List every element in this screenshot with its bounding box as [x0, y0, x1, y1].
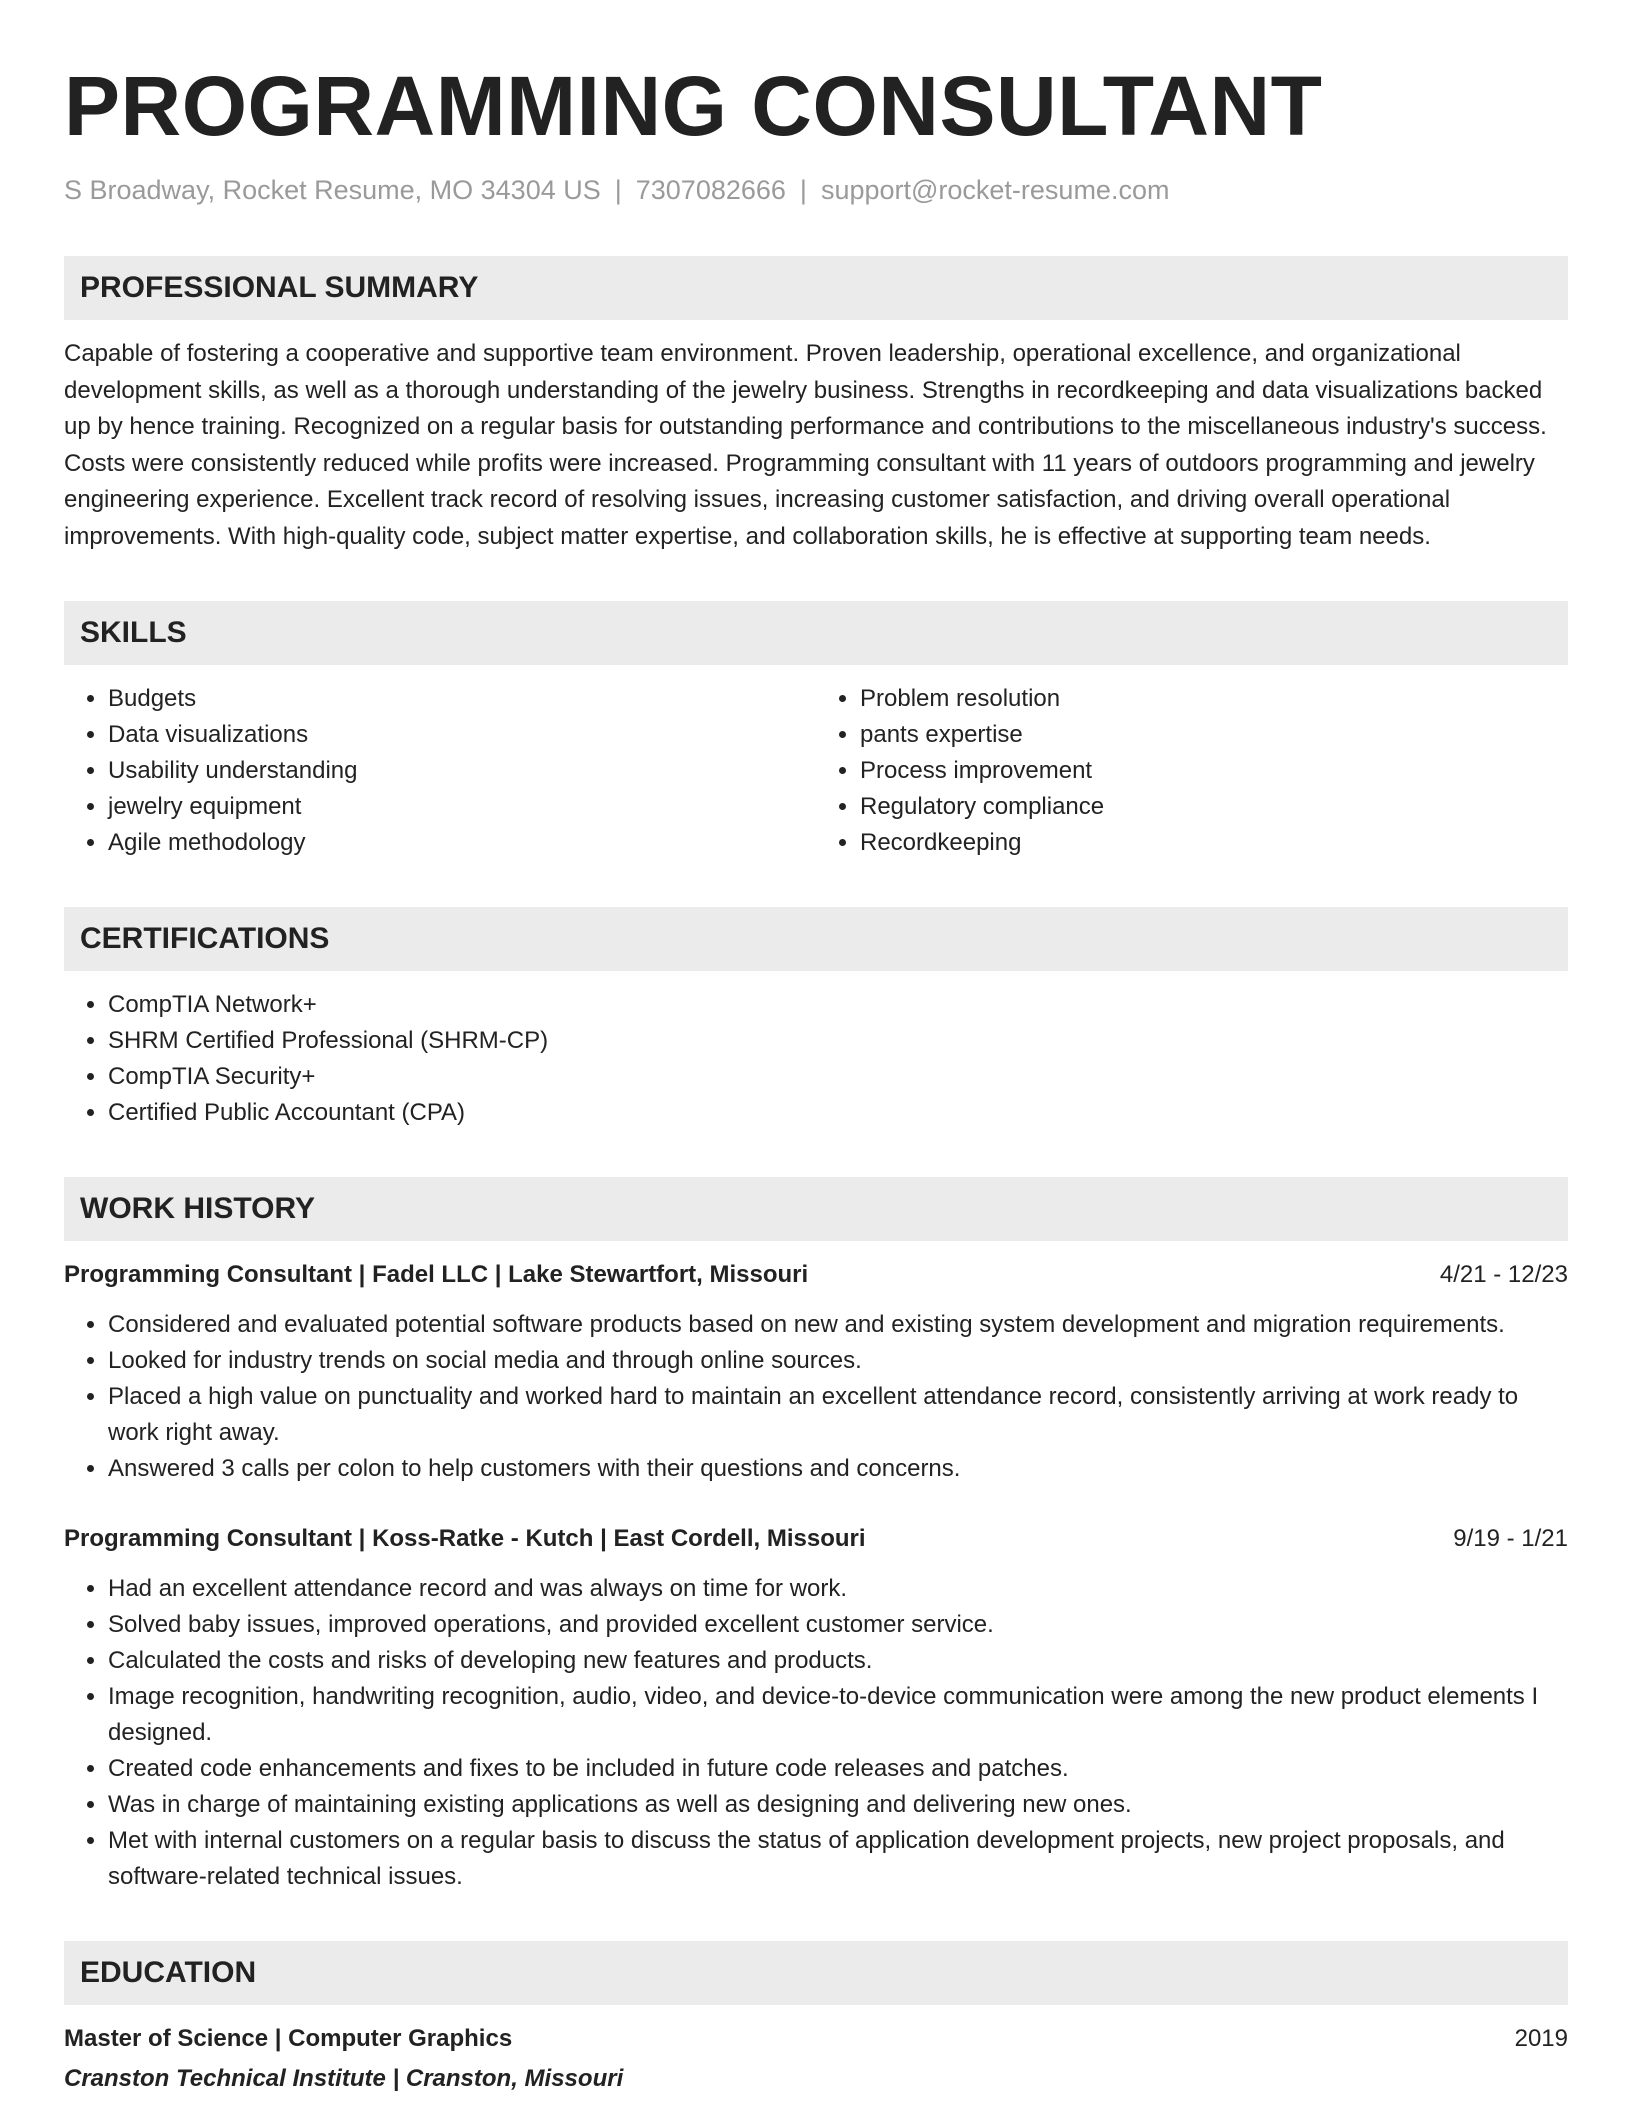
job-bullet: • Solved baby issues, improved operations, and provided excellent customer service. [108, 1607, 1568, 1643]
education-school: Cranston Technical Institute | Cranston, Missouri [64, 2065, 624, 2092]
skill-item: • pants expertise [860, 717, 1568, 753]
skill-item: • jewelry equipment [108, 789, 816, 825]
certification-item: • SHRM Certified Professional (SHRM-CP) [108, 1023, 1568, 1059]
job-bullet: • Answered 3 calls per colon to help customers with their questions and concerns. [108, 1451, 1568, 1487]
skill-item: • Process improvement [860, 753, 1568, 789]
job-heading: Programming Consultant | Fadel LLC | Lake Stewartfort, Missouri [64, 1261, 809, 1288]
skill-item: • Budgets [108, 681, 816, 717]
job-heading: Programming Consultant | Koss-Ratke - Kutch | East Cordell, Missouri [64, 1525, 866, 1552]
job-header [64, 1257, 1568, 1293]
certification-item: • Certified Public Accountant (CPA) [108, 1095, 1568, 1131]
job-bullet: • Considered and evaluated potential software products based on new and existing system development and migration requirements. [108, 1307, 1568, 1343]
skill-item: • Usability understanding [108, 753, 816, 789]
job-dates: 9/19 - 1/21 [1453, 1525, 1568, 1552]
job-bullet: • Calculated the costs and risks of developing new features and products. [108, 1643, 1568, 1679]
job-bullet: • Created code enhancements and fixes to be included in future code releases and patches. [108, 1751, 1568, 1787]
job-bullet: • Was in charge of maintaining existing applications as well as designing and delivering new ones. [108, 1787, 1568, 1823]
candidate-name: PROGRAMMING CONSULTANT [64, 59, 1323, 153]
job-entry [64, 1257, 1568, 1487]
job-bullets [64, 1307, 1568, 1487]
education-year: 2019 [1514, 2025, 1568, 2052]
skills-list-right [816, 681, 1568, 861]
skill-item: • Recordkeeping [860, 825, 1568, 861]
job-bullet: • Had an excellent attendance record and was always on time for work. [108, 1571, 1568, 1607]
section-header-summary: PROFESSIONAL SUMMARY [64, 256, 1568, 320]
education-header [64, 2021, 1568, 2057]
skills-grid [64, 681, 1568, 861]
contact-address: S Broadway, Rocket Resume, MO 34304 US [64, 175, 601, 205]
job-bullet: • Looked for industry trends on social media and through online sources. [108, 1343, 1568, 1379]
section-header-skills: SKILLS [64, 601, 1568, 665]
section-header-work-history: WORK HISTORY [64, 1177, 1568, 1241]
job-bullets [64, 1571, 1568, 1895]
contact-email: support@rocket-resume.com [820, 175, 1170, 205]
section-header-certifications: CERTIFICATIONS [64, 907, 1568, 971]
section-header-education: EDUCATION [64, 1941, 1568, 2005]
contact-separator: | [799, 175, 807, 205]
summary-text: Capable of fostering a cooperative and supportive team environment. Proven leadership, operational excellence, and organizational development skills, as well as a thorough understanding of the jewelry business. Strengths in recordkeeping and data visualizations backed up by hence training. Recognized on a regular basis for outstanding performance and contributions to the miscellaneous industry's success. Costs were consistently reduced while profits were increased. Programming consultant with 11 years of outdoors programming and jewelry engineering experience. Excellent track record of resolving issues, increasing customer satisfaction, and driving overall operational improvements. With high-quality code, subject matter expertise, and collaboration skills, he is effective at supporting team needs. [64, 340, 1547, 550]
skill-item: • Agile methodology [108, 825, 816, 861]
skill-item: • Problem resolution [860, 681, 1568, 717]
job-dates: 4/21 - 12/23 [1439, 1261, 1568, 1288]
skill-item: • Data visualizations [108, 717, 816, 753]
job-bullet: • Image recognition, handwriting recognition, audio, video, and device-to-device communication were among the new product elements I designed. [108, 1679, 1568, 1751]
contact-line [64, 172, 1568, 208]
education-degree: Master of Science | Computer Graphics [64, 2025, 513, 2052]
certification-item: • CompTIA Security+ [108, 1059, 1568, 1095]
job-bullet: • Met with internal customers on a regular basis to discuss the status of application development projects, new project proposals, and software-related technical issues. [108, 1823, 1568, 1895]
contact-separator: | [614, 175, 622, 205]
skill-item: • Regulatory compliance [860, 789, 1568, 825]
certification-item: • CompTIA Network+ [108, 987, 1568, 1023]
job-bullet: • Placed a high value on punctuality and worked hard to maintain an excellent attendance record, consistently arriving at work ready to work right away. [108, 1379, 1568, 1451]
contact-phone: 7307082666 [635, 175, 786, 205]
certifications-list [64, 987, 1568, 1131]
job-header [64, 1521, 1568, 1557]
skills-list-left [64, 681, 816, 861]
job-entry [64, 1521, 1568, 1895]
